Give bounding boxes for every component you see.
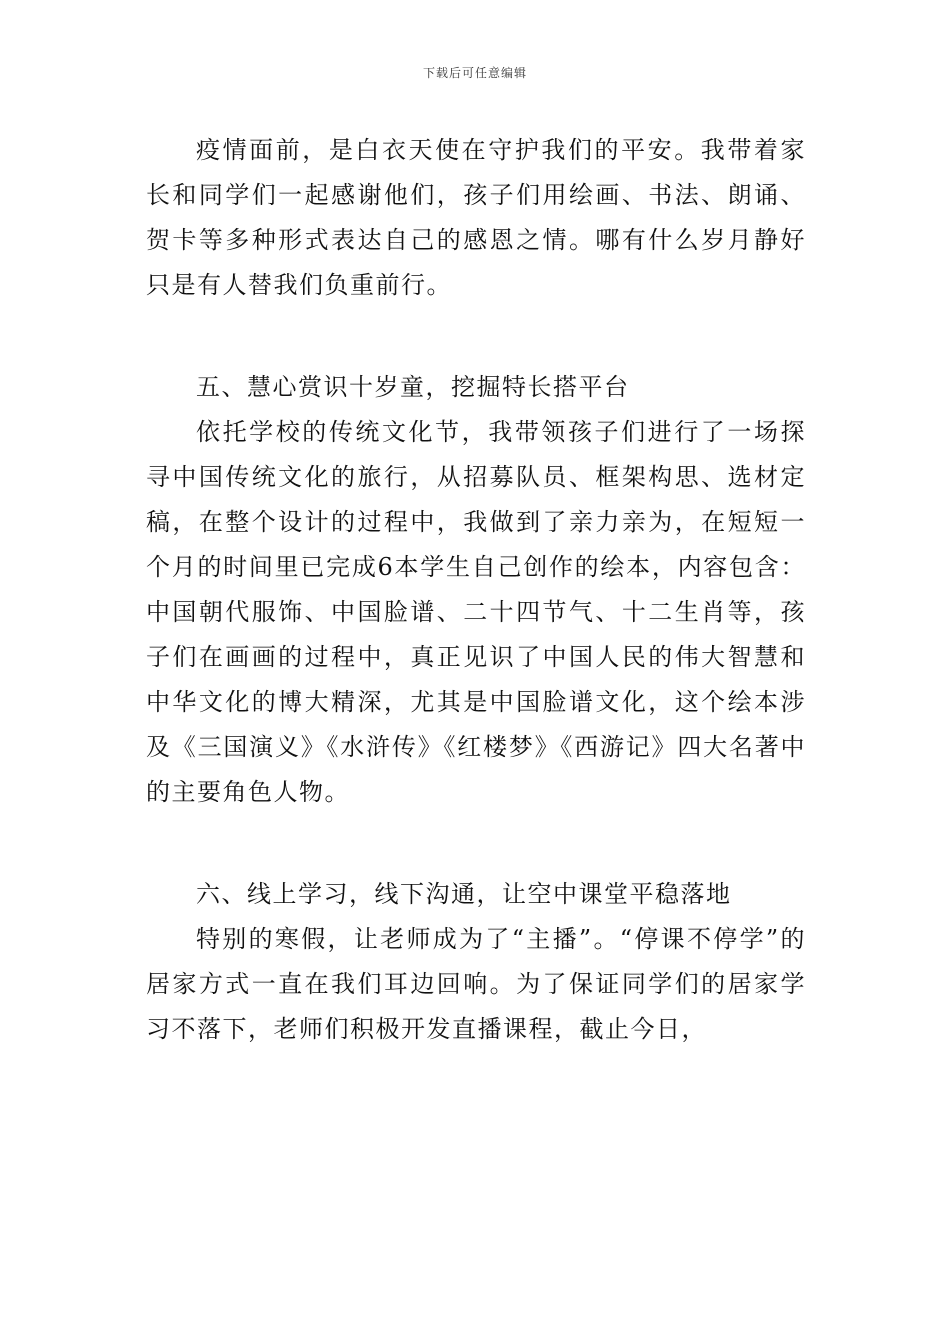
section-heading-6: 六、线上学习，线下沟通，让空中课堂平稳落地 (196, 880, 732, 908)
section-heading-5: 五、慧心赏识十岁童，挖掘特长搭平台 (196, 373, 630, 401)
document-body (146, 128, 806, 1052)
page-header-note: 下载后可任意编辑 (422, 66, 527, 80)
paragraph-online-learning: 特别的寒假，让老师成为了“主播”。“停课不停学”的居家方式一直在我们耳边回响。为了保证同学们的居家学习不落下，老师们积极开发直播课程，截止今日， (146, 925, 806, 1043)
paragraph-culture-festival: 依托学校的传统文化节，我带领孩子们进行了一场探寻中国传统文化的旅行，从招募队员、框架构思、选材定稿，在整个设计的过程中，我做到了亲力亲为，在短短一个月的时间里已完成6本学生自己创作的绘本，内容包含：中国朝代服饰、中国脸谱、二十四节气、十二生肖等，孩子们在画画的过程中，真正见识了中国人民的伟大智慧和中华文化的博大精深，尤其是中国脸谱文化，这个绘本涉及《三国演义》《水浒传》《红楼梦》《西游记》四大名著中的主要角色人物。 (146, 418, 806, 806)
paragraph-gratitude: 疫情面前，是白衣天使在守护我们的平安。我带着家长和同学们一起感谢他们，孩子们用绘画、书法、朗诵、贺卡等多种形式表达自己的感恩之情。哪有什么岁月静好只是有人替我们负重前行。 (146, 136, 806, 299)
